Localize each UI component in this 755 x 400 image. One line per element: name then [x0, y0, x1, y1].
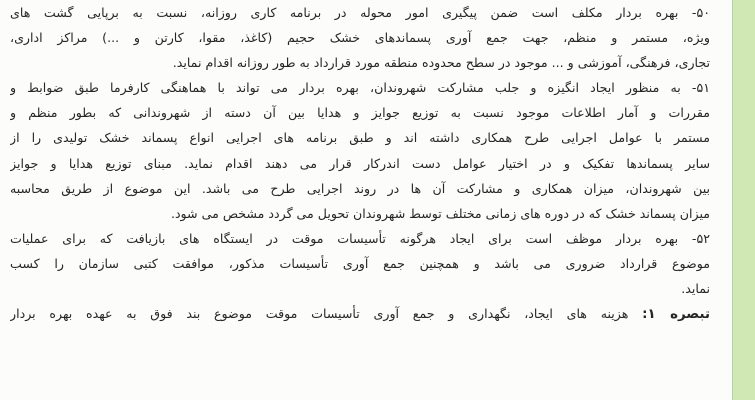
text-line: سایر پسماندها تفکیک و در اختیار عوامل دست اندرکار قرار می دهند اقدام نماید. مبنای توزیع هدایا و جوایز	[10, 155, 710, 171]
text-line: ویژه، مستمر و منظم، جهت جمع آوری پسماندهای خشک حجیم (کاغذ، مقوا، کارتن و ...) مراکز اداری،	[10, 30, 710, 46]
text-line: تجاری، فرهنگی، آموزشی و ... موجود در سطح محدوده منطقه مورد قرارداد به طور روزانه اقدام نماید.	[172, 55, 710, 71]
text-line: مستمر با عوامل اجرایی طرح همکاری داشته اند و طبق برنامه های اجرایی انواع پسماند خشک تولیدی را از	[10, 130, 710, 146]
text-line: میزان پسماند خشک که در دوره های زمانی مختلف توسط شهروندان تحویل می گردد مشخص می شود.	[170, 205, 710, 221]
note-line	[10, 301, 710, 327]
text-line: نماید.	[681, 281, 710, 297]
note-text: هزینه های ایجاد، نگهداری و جمع آوری تأسیسات موقت موضوع بند فوق به عهده بهره بردار	[10, 306, 643, 322]
text-line: ۵۱- به منظور ایجاد انگیزه و جلب مشارکت شهروندان، بهره بردار می تواند با هماهنگی کارفرما طبق ضوابط و	[10, 80, 710, 96]
text-line: بین شهروندان، میزان همکاری و مشارکت آن ها در روند اجرایی طرح می باشد. این موضوع از طریق محاسبه	[10, 180, 710, 196]
green-margin-bar	[732, 0, 755, 400]
document-body	[10, 0, 710, 327]
text-line: موضوع قرارداد ضروری می باشد و همچنین جمع آوری تأسیسات مذکور، موافقت کتبی سازمان را کسب	[10, 255, 710, 271]
text-line: ۵۲- بهره بردار موظف است برای ایجاد هرگونه تأسیسات موقت در ایستگاه های بازیافت که برای عملیات	[10, 230, 710, 246]
text-line: مقررات و آمار اطلاعات موجود نسبت به توزیع جوایز و هدایا بین آن دسته از شهروندانی که بطور منظم و	[10, 105, 710, 121]
text-line: ۵۰- بهره بردار مکلف است ضمن پیگیری امور محوله در برنامه کاری روزانه، نسبت به برپایی گشت های	[10, 5, 710, 20]
note-title: تبصره ۱:	[642, 307, 710, 323]
